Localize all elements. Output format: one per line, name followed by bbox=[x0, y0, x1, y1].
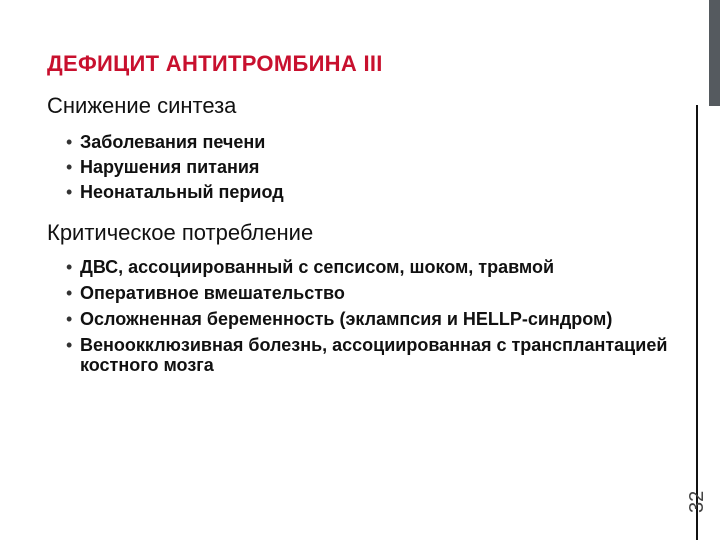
list-item: • Осложненная беременность (эклампсия и HELLP-синдром) bbox=[60, 309, 685, 329]
section-heading-synthesis: Снижение синтеза bbox=[47, 93, 237, 118]
section-heading-consumption: Критическое потребление bbox=[47, 220, 314, 245]
synthesis-list bbox=[60, 131, 284, 206]
corner-accent-bar bbox=[709, 0, 720, 106]
list-item: • Неонатальный период bbox=[60, 181, 284, 203]
list-item: • Оперативное вмешательство bbox=[60, 283, 685, 303]
list-item: • Нарушения питания bbox=[60, 156, 284, 178]
slide-title: ДЕФИЦИТ АНТИТРОМБИНА III bbox=[47, 51, 383, 76]
consumption-list bbox=[60, 257, 685, 381]
vertical-rule bbox=[696, 105, 698, 540]
list-item: • ДВС, ассоциированный с сепсисом, шоком, травмой bbox=[60, 257, 685, 277]
slide-number: 32 bbox=[686, 490, 708, 513]
list-item: • Веноокклюзивная болезнь, ассоциированная с трансплантацией костного мозга bbox=[60, 335, 685, 375]
list-item: • Заболевания печени bbox=[60, 131, 284, 153]
